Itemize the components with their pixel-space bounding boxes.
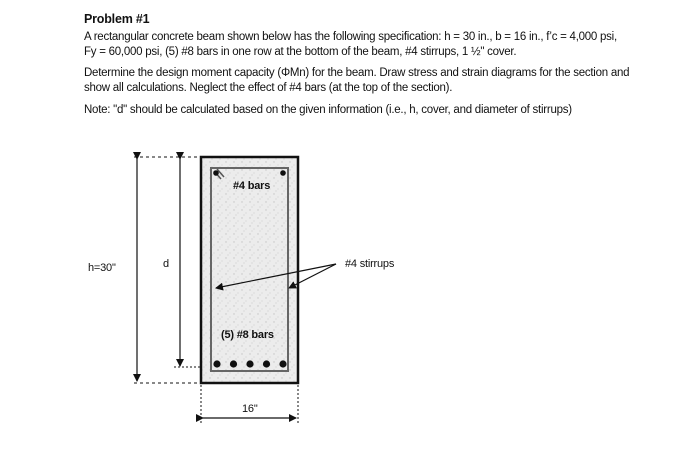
bottom-bar	[213, 360, 220, 367]
bottom-bar	[246, 360, 253, 367]
spec-line-2: Fy = 60,000 psi, (5) #8 bars in one row at the bottom of the beam, #4 stirrups, 1 ½" cover.	[84, 46, 517, 58]
note-line: Note: "d" should be calculated based on the given information (i.e., h, cover, and diameter of stirrups)	[84, 104, 572, 116]
bottom-bars-label: (5) #8 bars	[221, 329, 274, 341]
top-bar-left	[213, 170, 219, 176]
width-label: 16"	[242, 403, 258, 415]
height-label: h=30"	[88, 262, 116, 274]
d-label: d	[163, 258, 169, 270]
top-bar-right	[280, 170, 286, 176]
stirrups-label: #4 stirrups	[345, 258, 395, 270]
spec-line-1: A rectangular concrete beam shown below has the following specification: h = 30 in., b = 16 in., f’c = 4,000 psi,	[84, 31, 617, 43]
bottom-bar	[263, 360, 270, 367]
bottom-bar	[279, 360, 286, 367]
task-line-1: Determine the design moment capacity (ΦMn) for the beam. Draw stress and strain diagrams for the section and	[84, 67, 630, 79]
task-line-2: show all calculations. Neglect the effect of #4 bars (at the top of the section).	[84, 82, 453, 94]
top-bars-label: #4 bars	[233, 180, 271, 192]
bottom-bar	[230, 360, 237, 367]
problem-title: Problem #1	[84, 12, 150, 26]
